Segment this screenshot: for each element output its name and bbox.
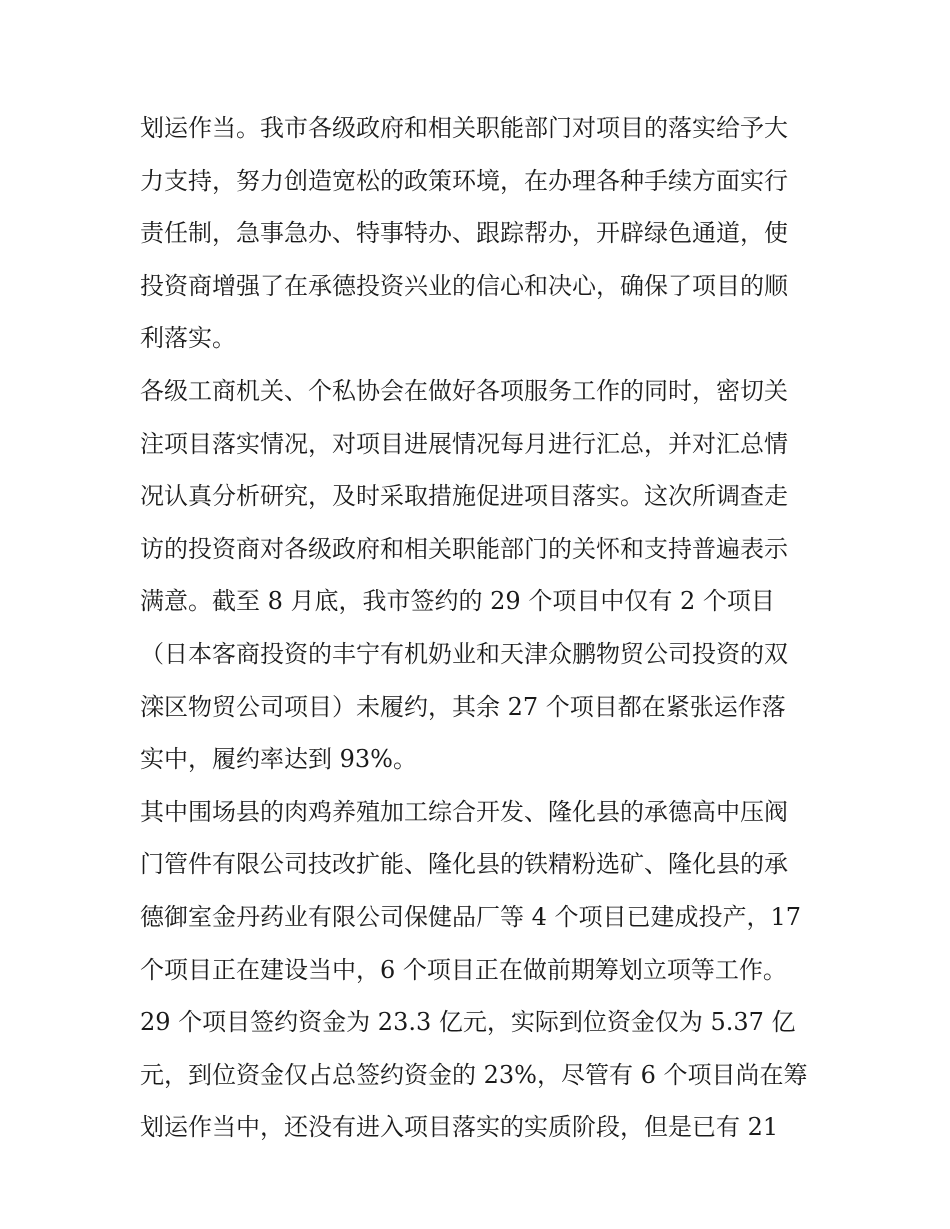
text-line: 滦区物贸公司项目）未履约，其余 27 个项目都在紧张运作落 (140, 692, 786, 721)
text-line: （日本客商投资的丰宁有机奶业和天津众鹏物贸公司投资的双 (140, 639, 788, 668)
text-line: 责任制，急事急办、特事特办、跟踪帮办，开辟绿色通道，使 (140, 219, 788, 248)
text-line: 划运作当。我市各级政府和相关职能部门对项目的落实给予大 (140, 114, 788, 142)
text-line: 实中，履约率达到 93%。 (140, 745, 417, 774)
document-body (140, 102, 830, 1154)
text-line: 各级工商机关、个私协会在做好各项服务工作的同时，密切关 (140, 376, 788, 405)
text-line: 注项目落实情况，对项目进展情况每月进行汇总，并对汇总情 (140, 429, 788, 458)
text-line: 元，到位资金仅占总签约资金的 23%，尽管有 6 个项目尚在筹 (140, 1060, 808, 1089)
text-line: 投资商增强了在承德投资兴业的信心和决心，确保了项目的顺 (140, 271, 788, 300)
text-line: 况认真分析研究，及时采取措施促进项目落实。这次所调查走 (140, 482, 788, 511)
text-line: 划运作当中，还没有进入项目落实的实质阶段，但是已有 21 (140, 1113, 779, 1142)
text-line: 个项目正在建设当中，6 个项目正在做前期筹划立项等工作。 (140, 955, 787, 984)
text-line: 满意。截至 8 月底，我市签约的 29 个项目中仅有 2 个项目 (140, 587, 775, 616)
text-line: 门管件有限公司技改扩能、隆化县的铁精粉选矿、隆化县的承 (140, 850, 788, 879)
text-line: 其中围场县的肉鸡养殖加工综合开发、隆化县的承德高中压阀 (140, 797, 788, 826)
text-line: 德御室金丹药业有限公司保健品厂等 4 个项目已建成投产，17 (140, 902, 802, 931)
text-line: 利落实。 (140, 324, 236, 353)
text-line: 力支持，努力创造宽松的政策环境，在办理各种手续方面实行 (140, 166, 788, 195)
text-line: 访的投资商对各级政府和相关职能部门的关怀和支持普遍表示 (140, 534, 788, 563)
text-line: 29 个项目签约资金为 23.3 亿元，实际到位资金仅为 5.37 亿 (140, 1008, 796, 1037)
